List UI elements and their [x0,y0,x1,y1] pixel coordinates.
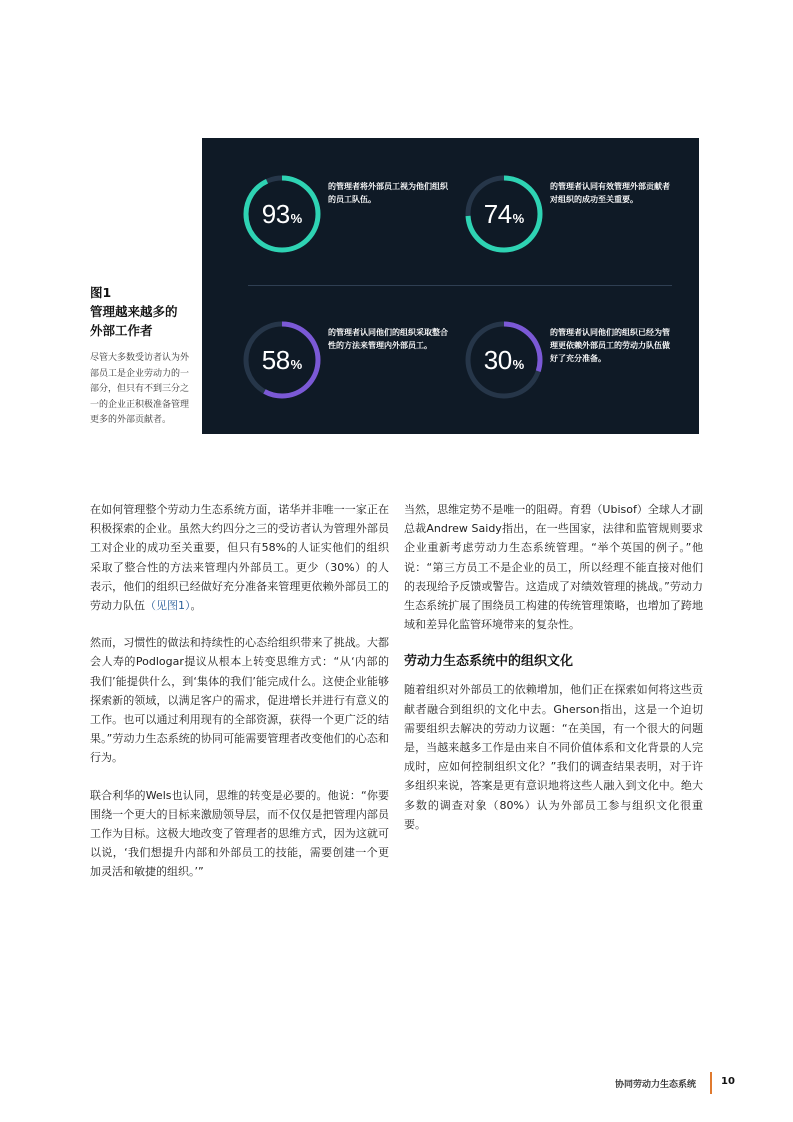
stat-value [464,320,544,400]
footer-divider [710,1072,712,1094]
stat-value [242,320,322,400]
stat-description: 的管理者认同他们的组织已经为管理更依赖外部员工的劳动力队伍做好了充分准备。 [550,328,670,363]
paragraph: 当然，思维定势不是唯一的阻碍。育碧（Ubisof）全球人才副总裁Andrew Saidy指出，在一些国家，法律和监管规则要求企业重新考虑劳动力生态系统管理。“举个英国的例子。”他说：“第三方员工不是企业的员工，所以经理不能直接对他们的表现给予反馈或警告。这造成了对绩效管理的挑战。”劳动力生态系统扩展了围绕员工构建的传统管理策略，也增加了跨地域和差异化监管环境带来的复杂性。 [404,503,703,632]
percent-sign: % [290,357,303,372]
stat-description: 的管理者认同他们的组织采取整合性的方法来管理内外部员工。 [328,328,448,350]
figure-label [90,283,195,340]
stat-value [464,174,544,254]
paragraph [90,500,389,615]
figure-reference-link[interactable]: （见图1） [145,599,191,613]
paragraph: 随着组织对外部员工的依赖增加，他们正在探索如何将这些贡献者融合到组织的文化中去。Gherson指出，这是一个迫切需要组织去解决的劳动力议题：“在美国，有一个很大的问题是，当越来越多工作是由来自不同价值体系和文化背景的人完成时，应如何控制组织文化？”我们的调查结果表明，对于许多组织来说，答案是更有意识地将这些人融入到文化中。绝大多数的调查对象（80%）认为外部员工参与组织文化很重要。 [404,683,703,831]
page-number: 10 [721,1076,735,1087]
stat-number: 30 [483,344,512,375]
section-heading: 劳动力生态系统中的组织文化 [404,654,574,670]
page-footer [0,1072,793,1096]
panel-divider [248,285,672,286]
figure-title-line2: 外部工作者 [90,323,153,338]
figure-caption: 尽管大多数受访者认为外部员工是企业劳动力的一部分，但只有不到三分之一的企业正积极准备管理更多的外部贡献者。 [90,353,190,425]
stats-panel [202,138,699,434]
paragraph: 联合利华的Wels也认同，思维的转变是必要的。他说：“你要围绕一个更大的目标来激励领导层，而不仅仅是把管理内部员工作为目标。这极大地改变了管理者的思维方式，因为这就可以说，‘我们想提升内部和外部员工的技能，需要创建一个更加灵活和敏捷的组织。’” [90,788,389,879]
paragraph: 然而，习惯性的做法和持续性的心态给组织带来了挑战。大都会人寿的Podlogar提议从根本上转变思维方式：“从‘内部的我们’能提供什么，到‘集体的我们’能完成什么。这使企业能够探索新的领域，以满足客户的需求，促进增长并进行有意义的工作。也可以通过利用现有的全部资源，获得一个更广泛的结果。”劳动力生态系统的协同可能需要管理者改变他们的心态和行为。 [90,636,389,765]
stat-number: 93 [261,198,290,229]
percent-sign: % [512,357,525,372]
paragraph-end: 。 [190,599,202,613]
stat-description: 的管理者认同有效管理外部贡献者对组织的成功至关重要。 [550,182,670,204]
paragraph-text: 在如何管理整个劳动力生态系统方面，诺华并非唯一一家正在积极探索的企业。虽然大约四分之三的受访者认为管理外部员工对企业的成功至关重要，但只有58%的人证实他们的组织采取了整合性的方法来管理内外部员工。更少（30%）的人表示，他们的组织已经做好充分准备来管理更依赖外部员工的劳动力队伍 [90,503,389,613]
stat-description: 的管理者将外部员工视为他们组织的员工队伍。 [328,182,448,204]
stat-value [242,174,322,254]
percent-sign: % [290,211,303,226]
figure-number: 图1 [90,285,112,300]
right-column [404,500,703,852]
percent-sign: % [512,211,525,226]
stat-number: 74 [483,198,512,229]
footer-title: 协同劳动力生态系统 [614,1080,696,1090]
stat-number: 58 [261,344,290,375]
left-column [90,500,389,900]
figure-title-line1: 管理越来越多的 [90,304,178,319]
